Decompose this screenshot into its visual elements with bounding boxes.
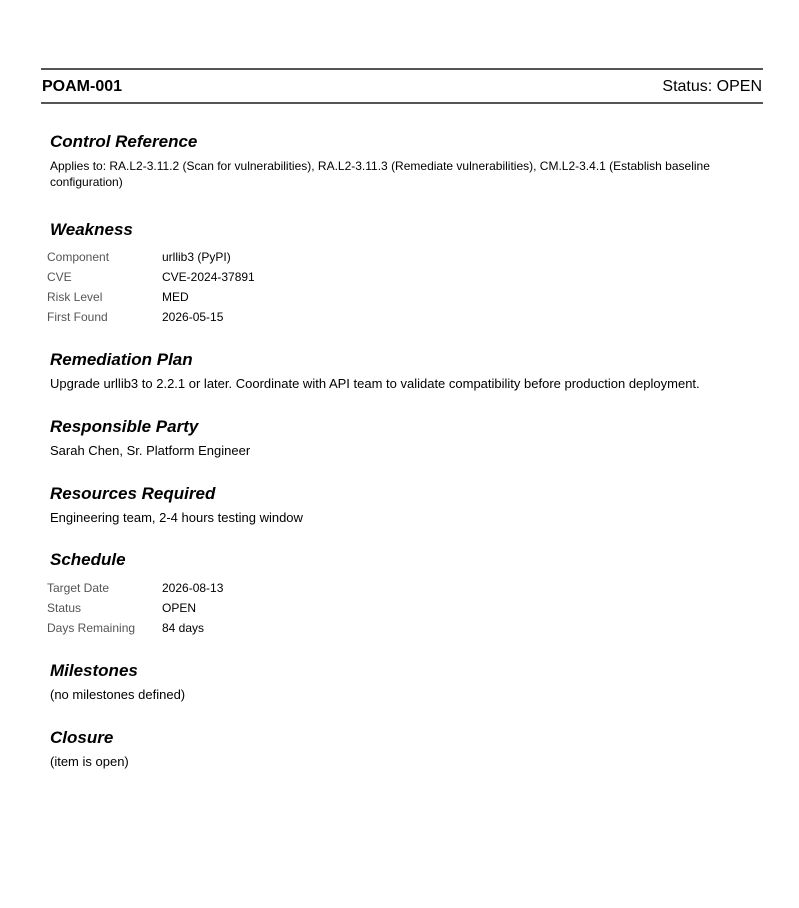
remediation-plan-text: Upgrade urllib3 to 2.2.1 or later. Coordinate with API team to validate compatibility before production deployment. <box>50 376 700 391</box>
responsible-party-section <box>50 417 750 460</box>
schedule-value: 2026-08-13 <box>162 581 224 595</box>
schedule-label: Target Date <box>47 581 110 595</box>
responsible-party-text: Sarah Chen, Sr. Platform Engineer <box>50 443 251 458</box>
control-reference-title: Control Reference <box>50 132 198 151</box>
poam-id: POAM-001 <box>42 78 123 95</box>
schedule-value: OPEN <box>162 601 197 615</box>
weakness-value: 2026-05-15 <box>162 310 224 324</box>
weakness-label: First Found <box>47 310 108 324</box>
closure-text: (item is open) <box>50 754 129 769</box>
schedule-label: Days Remaining <box>47 621 136 635</box>
schedule-row-status <box>47 598 223 618</box>
remediation-plan-section <box>50 350 750 393</box>
schedule-value: 84 days <box>162 621 205 635</box>
poam-status: Status: OPEN <box>662 78 762 95</box>
weakness-value: CVE-2024-37891 <box>162 270 255 284</box>
closure-title: Closure <box>50 728 114 747</box>
weakness-title: Weakness <box>50 220 133 239</box>
milestones-title: Milestones <box>50 661 138 680</box>
weakness-value: MED <box>162 290 189 304</box>
poam-header <box>41 68 763 104</box>
responsible-party-title: Responsible Party <box>50 417 199 436</box>
weakness-label: Component <box>47 250 110 264</box>
resources-required-text: Engineering team, 2-4 hours testing window <box>50 510 303 525</box>
weakness-row-cve <box>47 267 255 287</box>
remediation-plan-title: Remediation Plan <box>50 350 193 369</box>
weakness-row-component <box>47 247 255 267</box>
weakness-label: CVE <box>47 270 72 284</box>
schedule-label: Status <box>47 601 82 615</box>
weakness-table <box>47 247 255 327</box>
milestones-section <box>50 661 750 704</box>
resources-required-title: Resources Required <box>50 484 216 503</box>
resources-required-section <box>50 484 750 527</box>
weakness-section <box>50 220 750 240</box>
control-reference-text: Applies to: RA.L2-3.11.2 (Scan for vulnerabilities), RA.L2-3.11.3 (Remediate vulnerabilities), CM.L2-3.4.1 (Establish baseline configuration) <box>50 159 710 189</box>
control-reference-section <box>50 132 750 190</box>
weakness-label: Risk Level <box>47 290 103 304</box>
schedule-row-target-date <box>47 578 223 598</box>
schedule-row-days-remaining <box>47 618 223 638</box>
schedule-title: Schedule <box>50 550 126 569</box>
weakness-row-first-found <box>47 307 255 327</box>
milestones-text: (no milestones defined) <box>50 687 186 702</box>
closure-section <box>50 728 750 771</box>
weakness-value: urllib3 (PyPI) <box>162 250 231 264</box>
weakness-row-risk-level <box>47 287 255 307</box>
schedule-table <box>47 578 223 638</box>
schedule-section <box>50 550 750 570</box>
